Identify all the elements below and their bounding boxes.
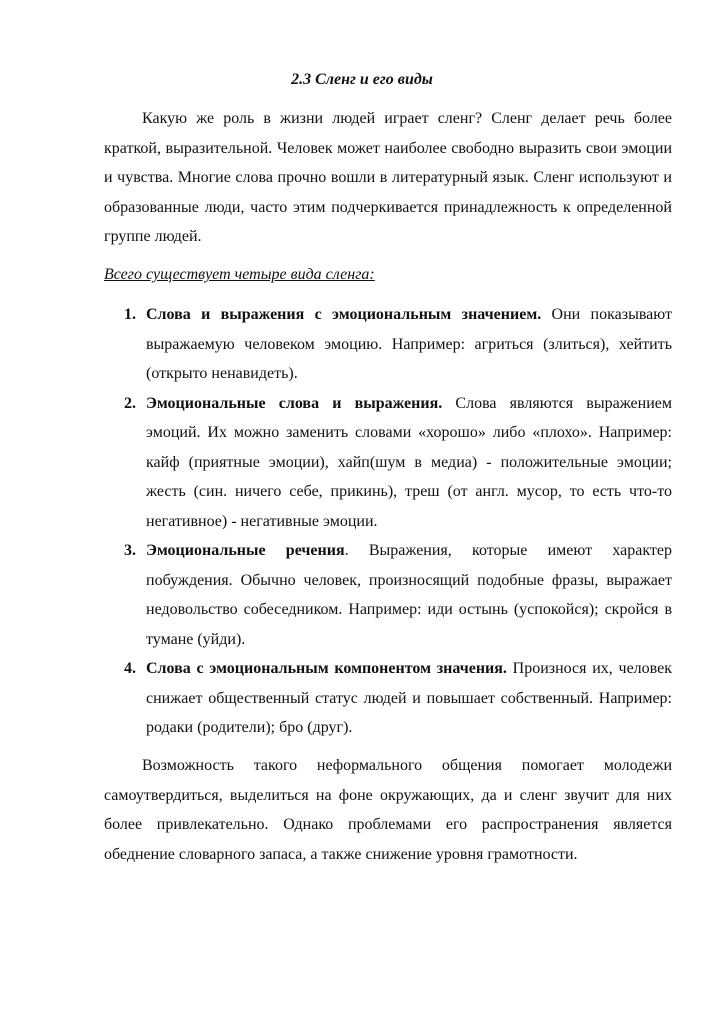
list-item-number: 2. [124, 394, 136, 412]
list-subheading: Всего существует четыре вида сленга: [104, 266, 375, 283]
slang-types-list [104, 300, 672, 743]
list-item-bold: Слова и выражения с эмоциональным значением. [146, 306, 542, 323]
list-item [104, 300, 672, 389]
list-item-text: . Выражения, которые имеют характер побуждения. Обычно человек, произносящий подобные фразы, выражает недовольство собеседником. Например: иди остынь (успокойся); скройся в тумане (уйди). [146, 542, 672, 648]
list-item-bold: Эмоциональные слова и выражения. [146, 394, 443, 412]
list-item-text: Они показывают выражаемую человеком эмоцию. Например: агриться (злиться), хейтить (открыто ненавидеть). [146, 306, 672, 382]
list-item [104, 654, 672, 743]
list-item-number: 4. [124, 660, 136, 677]
intro-paragraph: Какую же роль в жизни людей играет сленг? Сленг делает речь более краткой, выразительной. Человек может наиболее свободно выразить свои эмоции и чувства. Многие слова прочно вошли в литературный язык. Сленг используют и образованные люди, часто этим подчеркивается принадлежность к определенной группе людей. [104, 110, 672, 245]
list-item [104, 536, 672, 654]
list-item-number: 3. [124, 542, 136, 559]
list-item-bold: Эмоциональные речения [146, 542, 345, 559]
conclusion-paragraph: Возможность такого неформального общения помогает молодежи самоутвердиться, выделиться на фоне окружающих, да и сленг звучит для них более привлекательно. Однако проблемами его распространения является обеднение словарного запаса, а также снижение уровня грамотности. [104, 757, 672, 863]
list-item [104, 389, 672, 537]
list-item-text: Произнося их, человек снижает общественный статус людей и повышает собственный. Например: родаки (родители); бро (друг). [146, 660, 672, 736]
section-heading: 2.3 Сленг и его виды [291, 71, 433, 88]
list-item-bold: Слова с эмоциональным компонентом значения. [146, 660, 507, 677]
list-item-text: Слова являются выражением эмоций. Их можно заменить словами «хорошо» либо «плохо». Например: кайф (приятные эмоции), хайп(шум в медиа) - положительные эмоции; жесть (син. ничего себе, прикинь), треш (от англ. мусор, то есть что-то негативное) - негативные эмоции. [146, 394, 672, 530]
list-item-number: 1. [124, 306, 136, 323]
